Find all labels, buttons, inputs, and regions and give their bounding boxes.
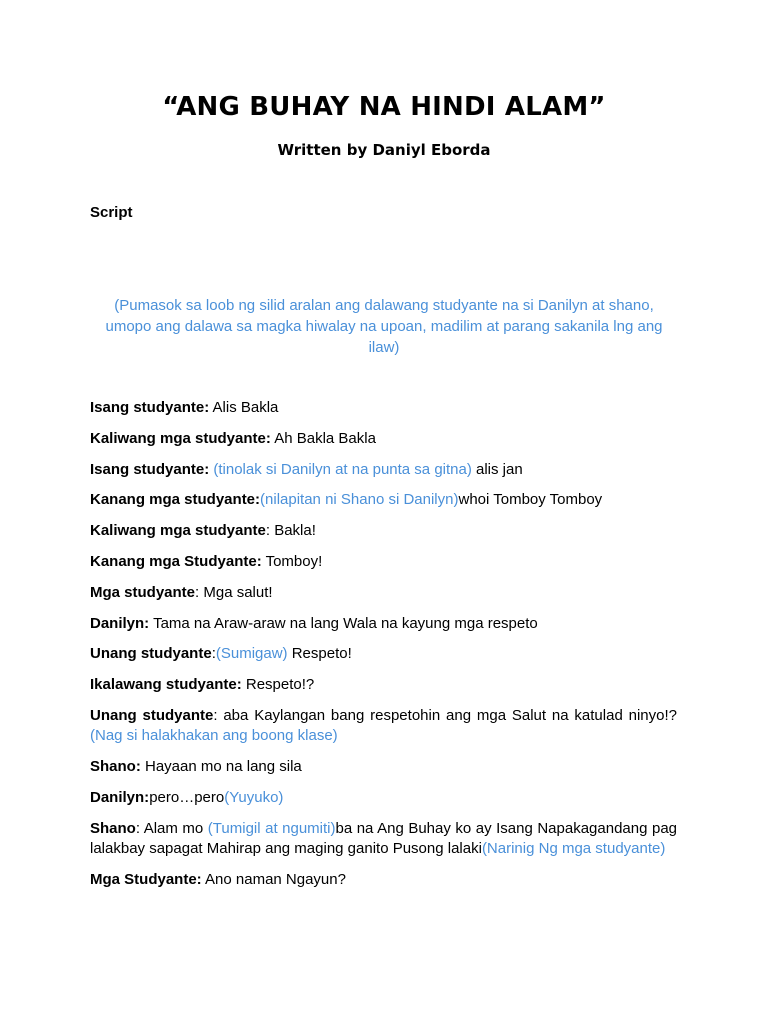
stage-direction: (tinolak si Danilyn at na punta sa gitna) bbox=[213, 460, 472, 478]
dialogue-line bbox=[90, 460, 677, 481]
speaker-name: Shano: bbox=[90, 758, 141, 776]
stage-direction: (Sumigaw) bbox=[215, 645, 288, 663]
dialogue-line bbox=[90, 552, 677, 573]
dialogue-line bbox=[90, 757, 677, 778]
dialogue-text: : bbox=[211, 645, 216, 663]
dialogue-text: Tomboy! bbox=[261, 552, 323, 570]
dialogue-line bbox=[90, 870, 677, 891]
opening-stage-direction: (Pumasok sa loob ng silid aralan ang dalawang studyante na si Danilyn at shano, umopo ang dalawa sa magka hiwalay na upoan, madilim at parang sakanila lng ang ilaw) bbox=[105, 297, 663, 356]
speaker-name: Danilyn: bbox=[90, 789, 150, 807]
document-title: “ANG BUHAY NA HINDI ALAM” bbox=[162, 92, 606, 122]
speaker-name: Unang studyante bbox=[90, 706, 214, 724]
dialogue-line bbox=[90, 490, 677, 511]
stage-direction: (Nag si halakhakan ang boong klase) bbox=[90, 727, 338, 745]
speaker-name: Shano bbox=[90, 819, 136, 837]
dialogue-text: ba na Ang Buhay ko ay Isang Napakagandang pag lalakbay sapagat Mahirap ang maging ganito Pusong lalaki bbox=[90, 819, 678, 858]
dialogue-line bbox=[90, 788, 677, 809]
author-byline: Written by Daniyl Eborda bbox=[277, 141, 491, 159]
dialogue-text: : aba Kaylangan bang respetohin ang mga Salut na katulad ninyo!? bbox=[213, 706, 677, 724]
speaker-name: Ikalawang studyante: bbox=[90, 676, 242, 694]
speaker-name: Kaliwang mga studyante: bbox=[90, 429, 271, 447]
speaker-name: Danilyn: bbox=[90, 614, 150, 632]
dialogue-text: Respeto! bbox=[287, 645, 352, 663]
speaker-name: Kanang mga Studyante: bbox=[90, 552, 262, 570]
dialogue-line bbox=[90, 429, 677, 450]
dialogue-text: alis jan bbox=[471, 460, 523, 478]
dialogue-line bbox=[90, 614, 677, 635]
dialogue-text: Hayaan mo na lang sila bbox=[140, 758, 302, 776]
speaker-name: Kaliwang mga studyante bbox=[90, 522, 266, 540]
dialogue-text: Respeto!? bbox=[241, 676, 315, 694]
dialogue-line bbox=[90, 398, 677, 419]
dialogue-line bbox=[90, 706, 677, 747]
dialogue-text: : Alam mo bbox=[135, 819, 208, 837]
dialogue-text: : Bakla! bbox=[265, 522, 316, 540]
dialogue-text: Alis Bakla bbox=[209, 399, 279, 416]
dialogue-text: pero…pero bbox=[149, 789, 225, 807]
stage-direction: (Yuyuko) bbox=[224, 789, 284, 807]
stage-direction: (nilapitan ni Shano si Danilyn) bbox=[260, 491, 459, 509]
dialogue-line bbox=[90, 819, 677, 860]
dialogue-text: Ano naman Ngayun? bbox=[201, 871, 346, 889]
dialogue-line bbox=[90, 675, 677, 696]
dialogue-list bbox=[90, 398, 677, 901]
speaker-name: Mga Studyante: bbox=[90, 871, 202, 889]
dialogue-line bbox=[90, 644, 677, 665]
stage-direction: (Tumigil at ngumiti) bbox=[207, 819, 336, 837]
dialogue-text: whoi Tomboy Tomboy bbox=[458, 491, 603, 509]
section-label: Script bbox=[90, 204, 133, 221]
speaker-name: Unang studyante bbox=[90, 645, 212, 663]
dialogue-text: Tama na Araw-araw na lang Wala na kayung mga respeto bbox=[149, 614, 538, 632]
speaker-name: Kanang mga studyante: bbox=[90, 491, 261, 509]
stage-direction: (Narinig Ng mga studyante) bbox=[481, 840, 666, 858]
speaker-name: Isang studyante: bbox=[90, 460, 210, 478]
speaker-name: Mga studyante bbox=[90, 583, 196, 601]
dialogue-text: : Mga salut! bbox=[195, 583, 273, 601]
dialogue-line bbox=[90, 583, 677, 604]
dialogue-line bbox=[90, 521, 677, 542]
dialogue-text: Ah Bakla Bakla bbox=[270, 429, 376, 447]
speaker-name: Isang studyante: bbox=[90, 399, 210, 416]
